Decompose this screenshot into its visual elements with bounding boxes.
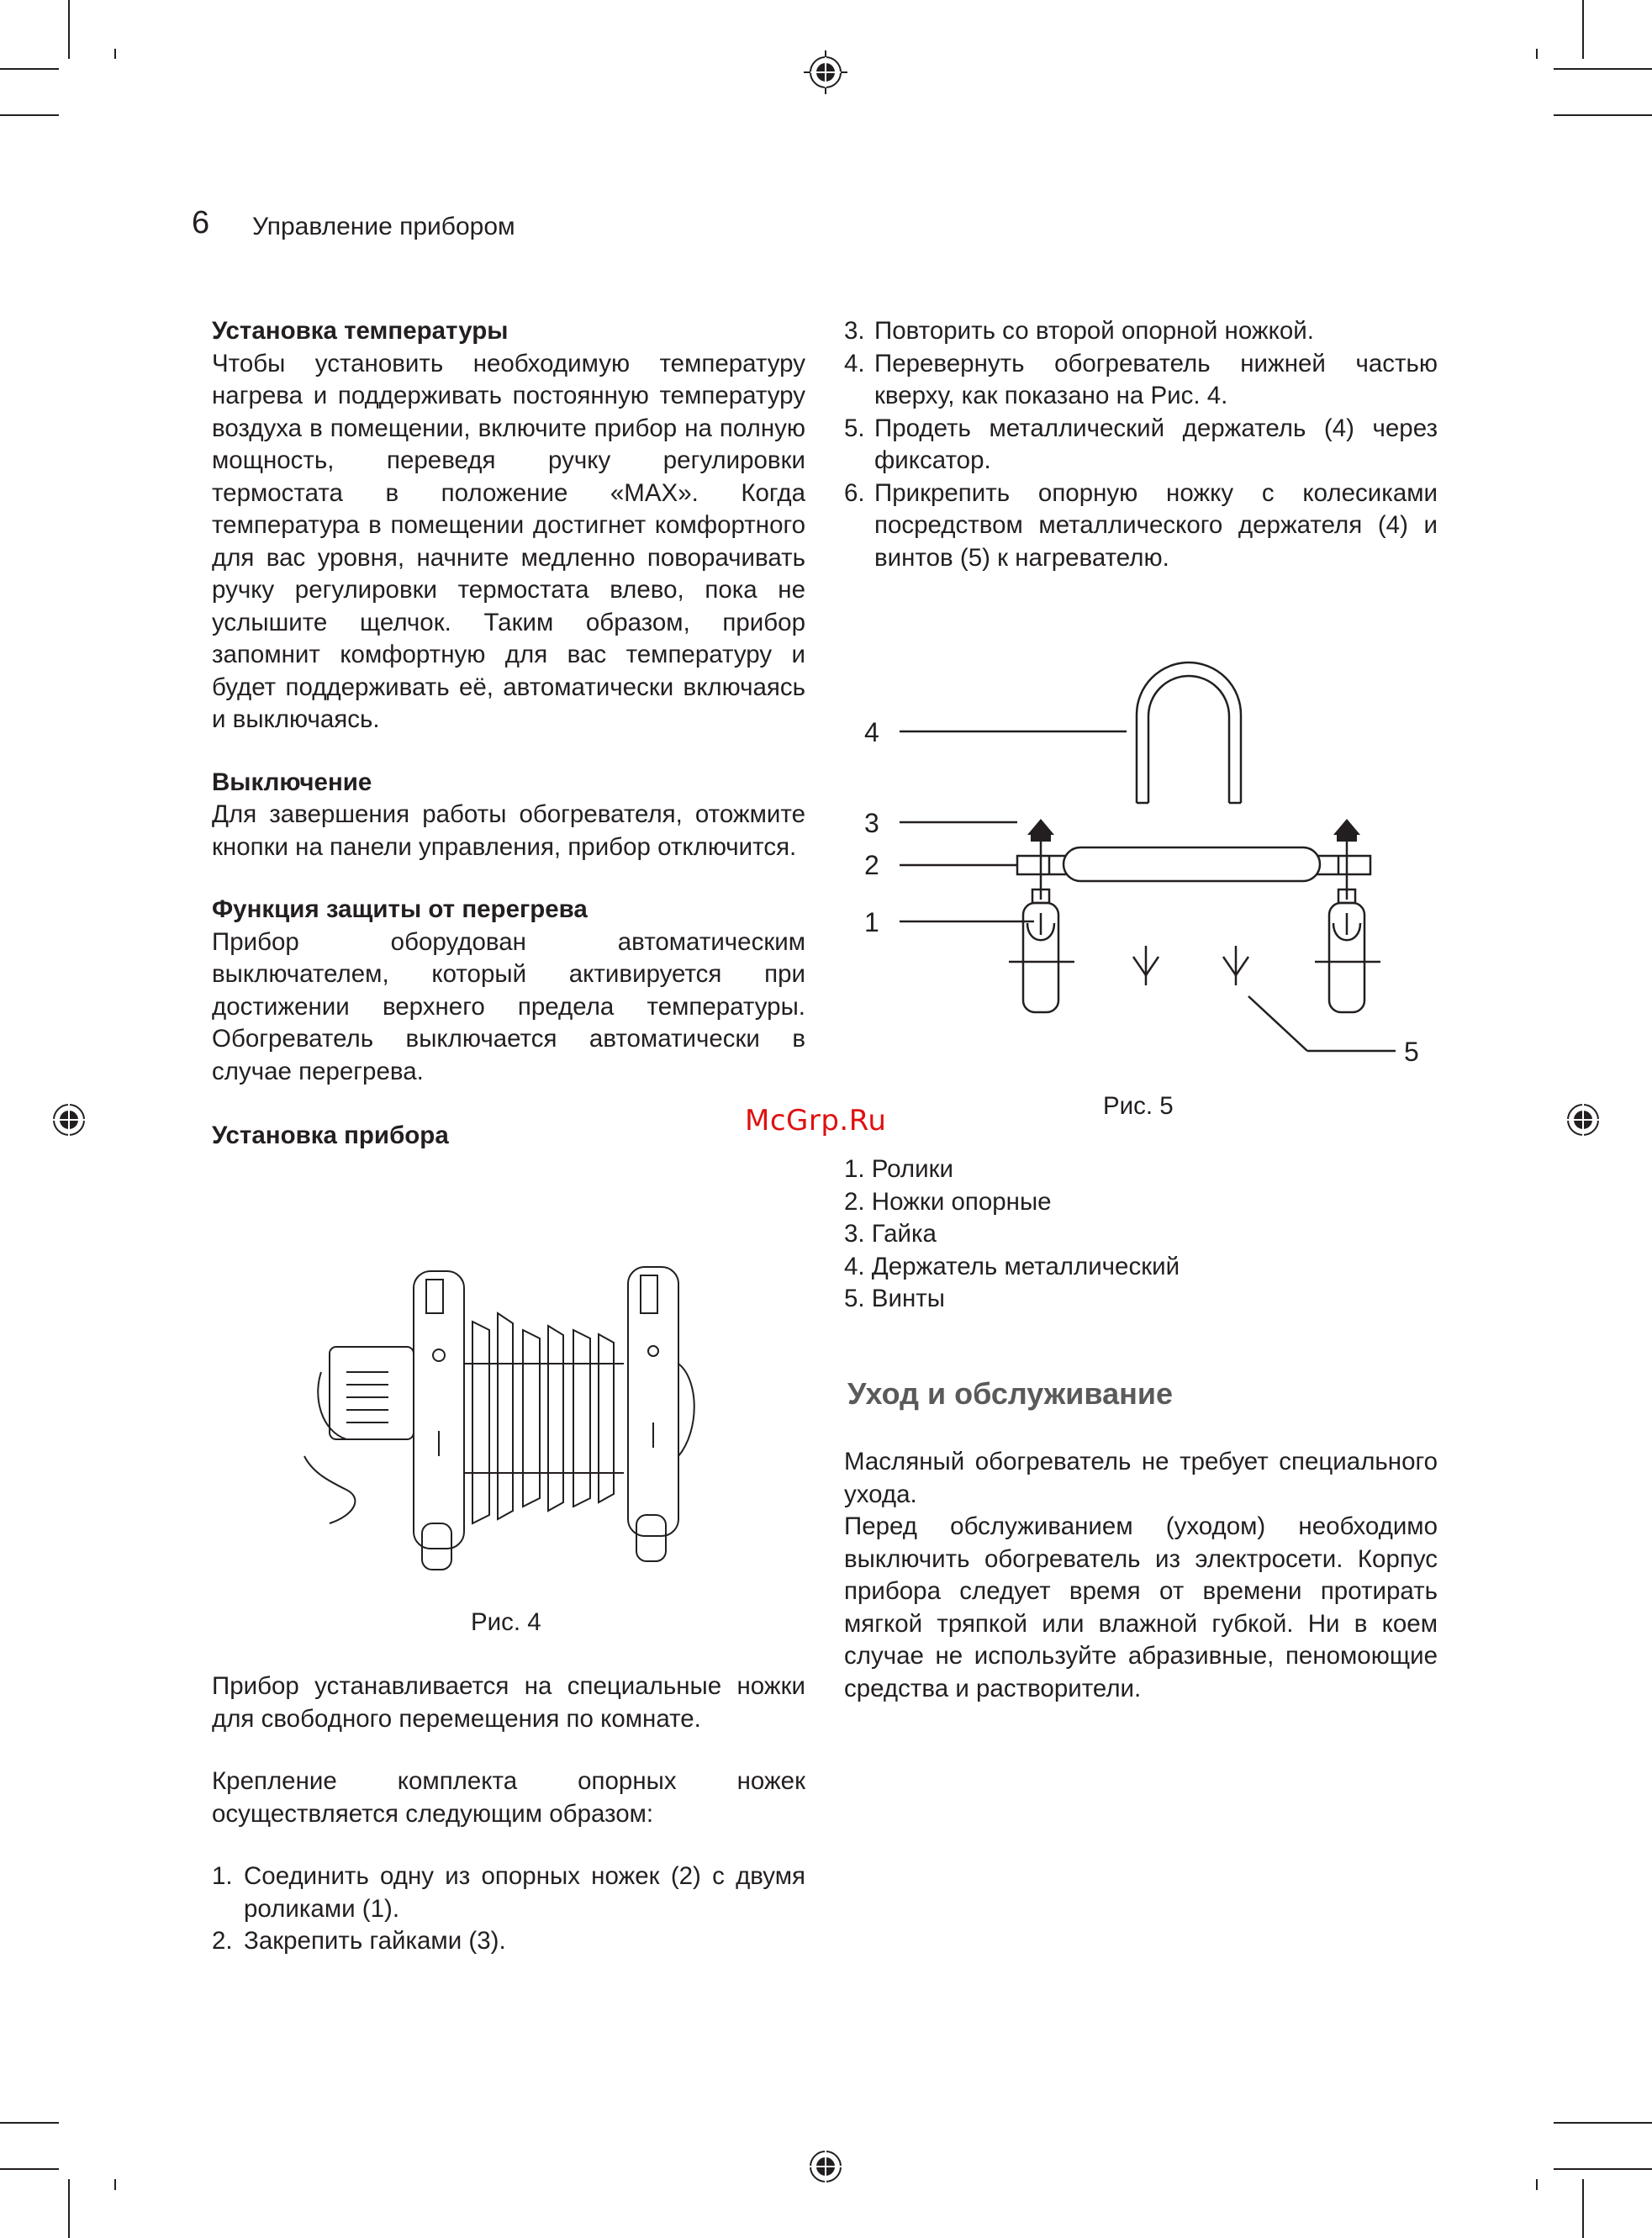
list-item: 2. Закрепить гайками (3). [212,1927,506,1955]
registration-mark-icon [47,1098,91,1142]
install-para-2: Крепление комплекта опорных ножек осуществляется следующим образом: [212,1767,805,1828]
install-para-1: Прибор устанавливается на специальные ножки для свободного перемещения по комнате. [212,1672,805,1733]
legend-item: 5. Винты [844,1285,945,1312]
section-heading-overheat: Функция защиты от перегрева [212,895,588,923]
care-para-1: Масляный обогреватель не требует специального ухода. [844,1448,1438,1508]
legend-item: 2. Ножки опорные [844,1187,1052,1216]
watermark: McGrp.Ru [745,1104,887,1137]
section-heading-install: Установка прибора [212,1122,449,1149]
fig5-label-1: 1 [864,907,879,937]
figure-4-caption: Рис. 4 [471,1608,541,1636]
legend-item: 1. Ролики [844,1155,954,1183]
fig5-label-4: 4 [864,717,879,747]
fig5-label-5: 5 [1404,1037,1419,1067]
care-body [844,1446,1438,1705]
figure-5-legend [844,1153,1180,1316]
figure-4-heater-drawing [296,1263,733,1582]
list-item: 3. Повторить со второй опорной ножкой. [844,317,1314,345]
legend-item: 4. Держатель металлический [844,1252,1180,1280]
care-heading: Уход и обслуживание [847,1376,1173,1411]
list-item: 6. Прикрепить опорную ножку с колесиками посредством металлического держателя (4) и винтов (5) к нагревателю. [844,478,1438,572]
list-item: 4. Перевернуть обогреватель нижней частью кверху, как показано на Рис. 4. [844,349,1438,409]
left-column [212,315,805,1153]
legend-item: 3. Гайка [844,1220,937,1248]
registration-mark-icon [804,50,847,94]
care-para-2: Перед обслуживанием (уходом) необходимо выключить обогреватель из электросети. Корпус прибора следует время от времени протирать мягкой тряпкой или влажной губкой. Ни в коем случае не используйте абразивные, пеномоющие средства и растворители. [844,1512,1438,1702]
page-title: Управление прибором [252,213,515,240]
figure-5-leg-assembly [849,622,1454,1076]
section-body-overheat: Прибор оборудован автоматическим выключателем, который активируется при достижении верхнего предела температуры. Обогреватель выключается автоматически в случае перегрева. [212,927,805,1085]
page-number: 6 [192,205,210,240]
figure-5-caption: Рис. 5 [1103,1092,1174,1120]
section-heading-temperature: Установка температуры [212,317,509,345]
list-item: 1. Соединить одну из опорных ножек (2) с двумя роликами (1). [212,1862,805,1923]
install-text [212,1671,805,1958]
fig5-label-2: 2 [864,850,879,880]
section-body-off: Для завершения работы обогревателя, отожмите кнопки на панели управления, прибор отключится. [212,800,805,861]
right-column [844,315,1438,574]
list-item: 5. Продеть металлический держатель (4) через фиксатор. [844,414,1438,474]
section-heading-off: Выключение [212,768,372,796]
registration-mark-icon [804,2145,847,2188]
section-body-temperature: Чтобы установить необходимую температуру нагрева и поддерживать постоянную температуру воздуха в помещении, включите прибор на полную мощность, переведя ручку регулировки термостата в положение «MAX». Когда температура в помещении достигнет комфортного для вас уровня, начните медленно поворачивать ручку регулировки термостата влево, пока не услышите щелчок. Таким образом, прибор запомнит комфортную для вас температуру и будет поддерживать её, автоматически включаясь и выключаясь. [212,349,805,733]
fig5-label-3: 3 [864,808,879,838]
install-steps-continued [844,315,1438,574]
install-steps-list [212,1861,805,1958]
registration-mark-icon [1561,1098,1605,1142]
